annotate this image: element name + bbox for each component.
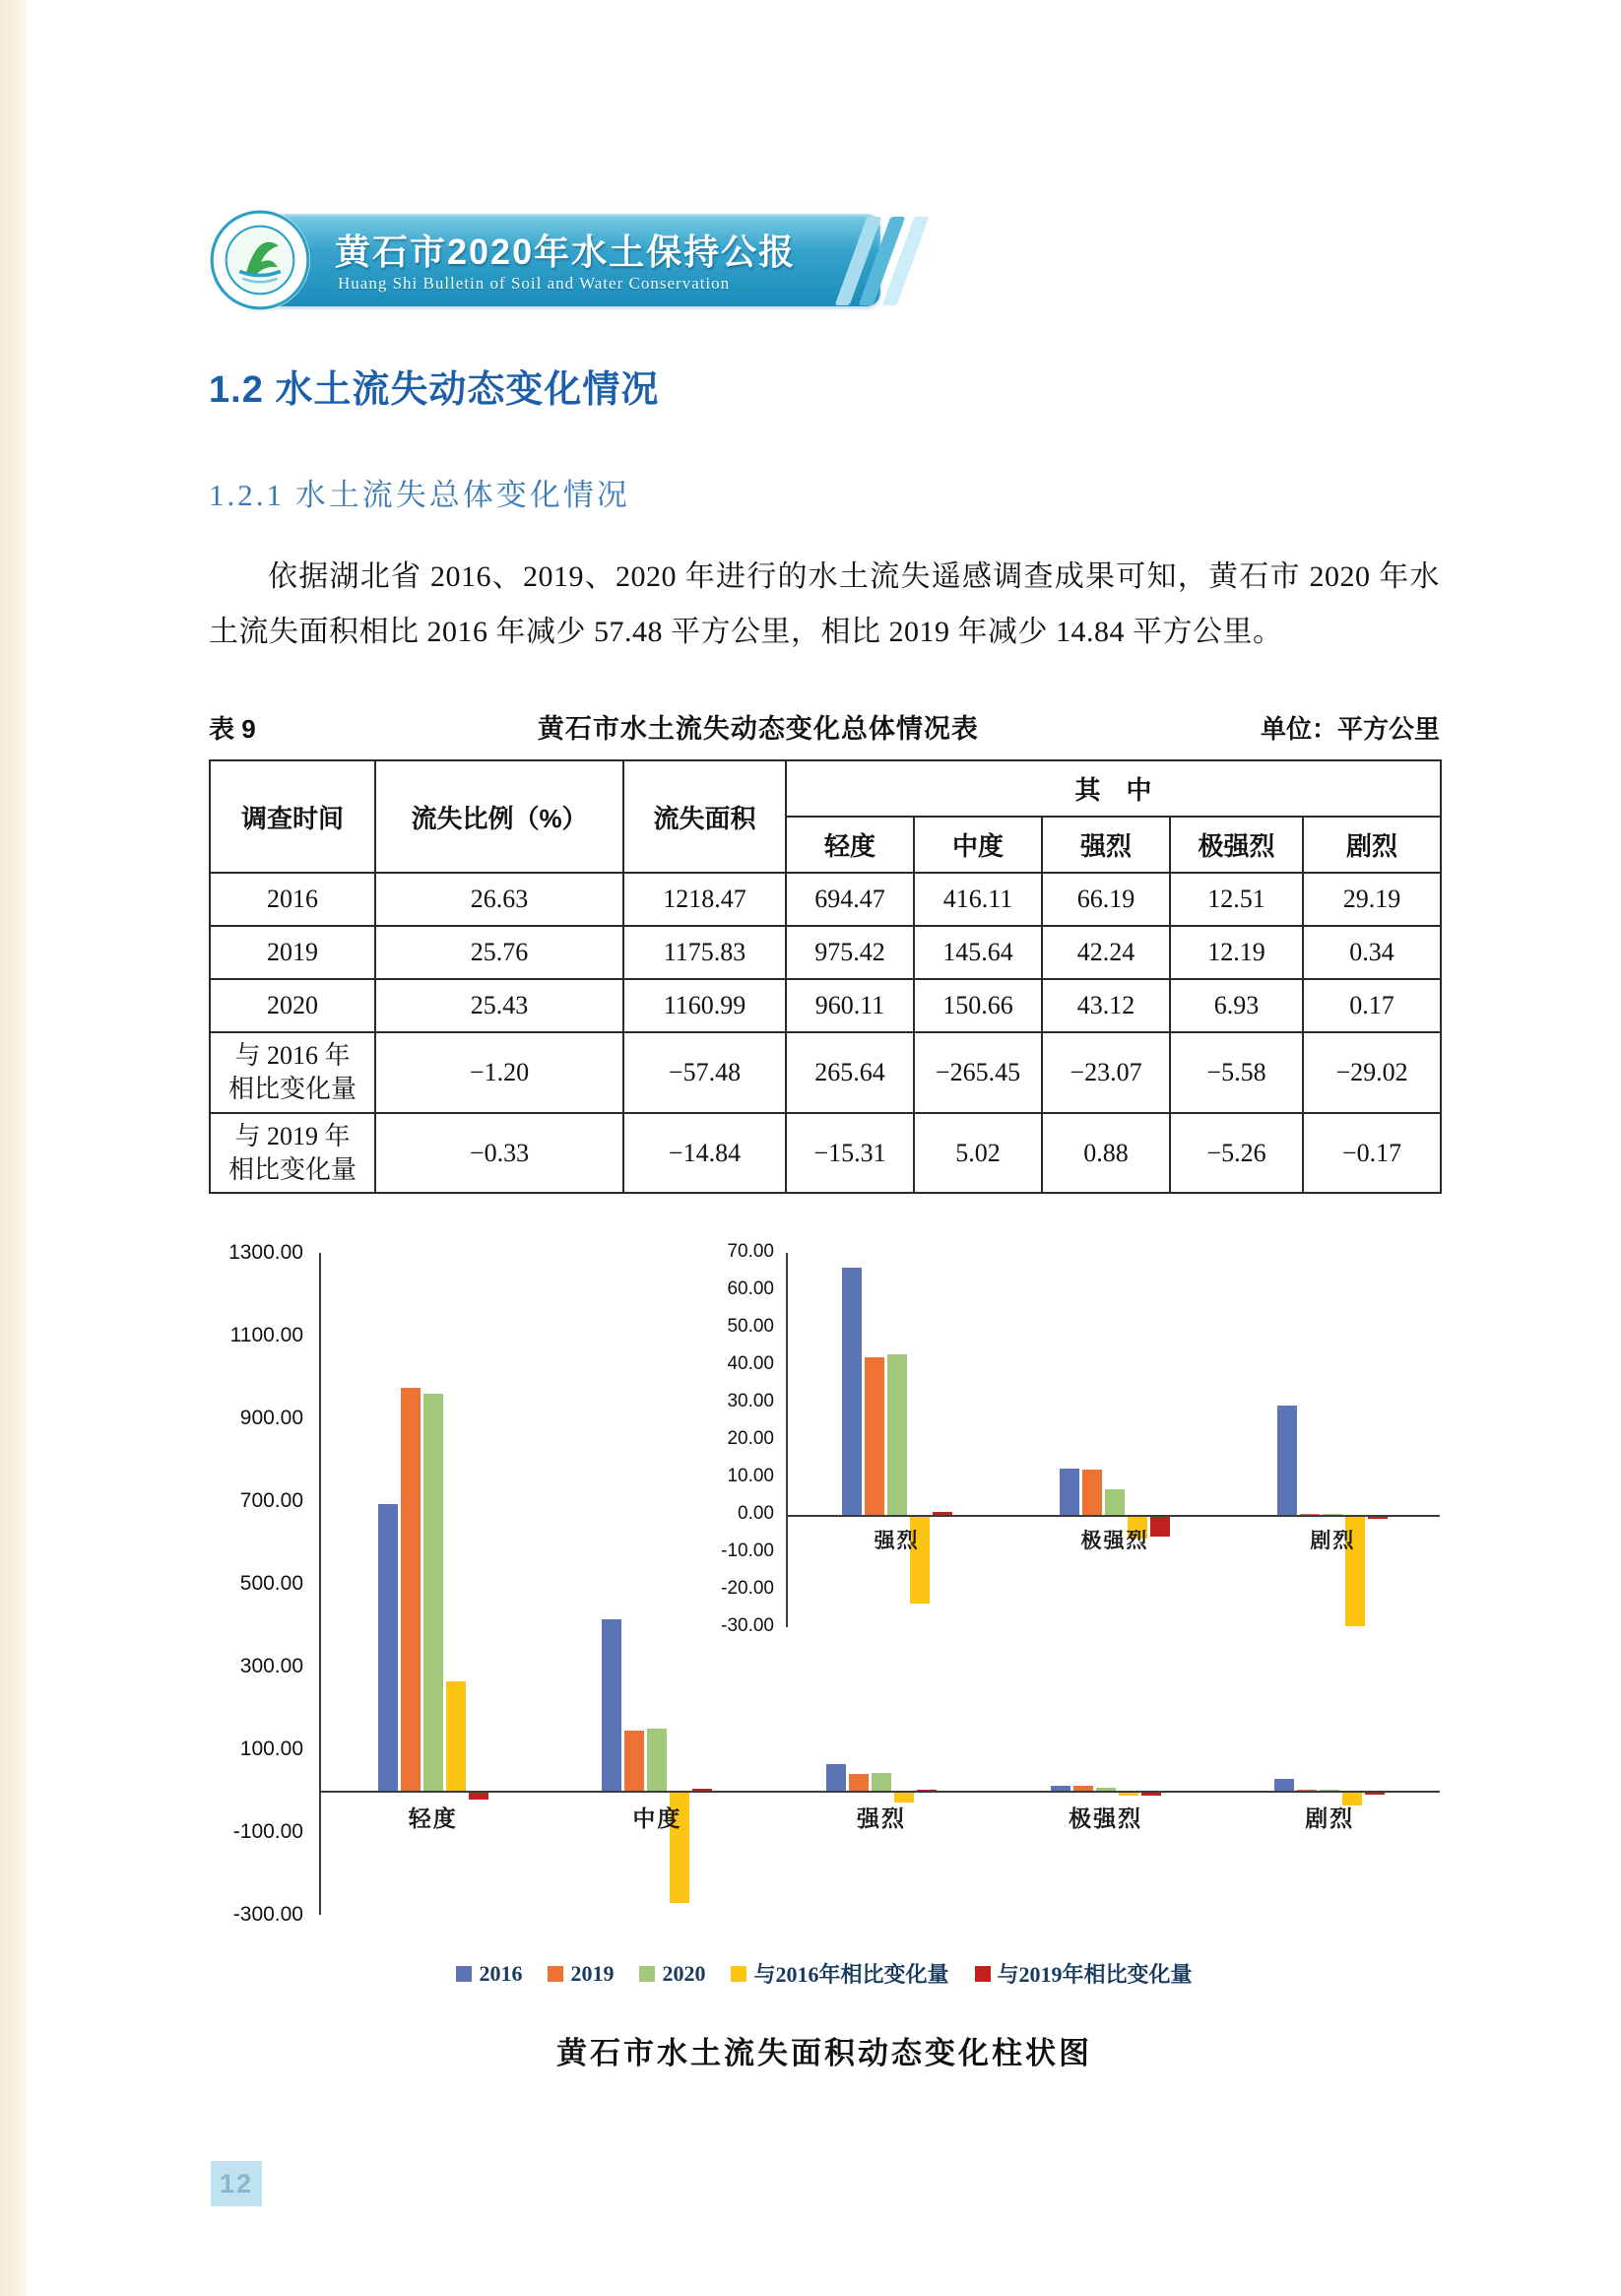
bar-2020-剧烈	[1320, 1790, 1339, 1792]
cell: −29.02	[1303, 1032, 1441, 1113]
cell: 66.19	[1042, 873, 1170, 926]
category-label: 中度	[632, 1806, 682, 1832]
col-header-area: 流失面积	[623, 760, 786, 873]
body-paragraph: 依据湖北省 2016、2019、2020 年进行的水土流失遥感调查成果可知，黄石市 2020 年水土流失面积相比 2016 年减少 57.48 平方公里，相比 2019 年减少 14.84 平方公里。	[209, 560, 1440, 649]
subsection-heading: 1.2.1 水土流失总体变化情况	[209, 478, 630, 512]
legend-item: 2016	[456, 1961, 522, 1987]
col-header-ratio: 流失比例（%）	[375, 760, 623, 873]
cell: −15.31	[786, 1113, 914, 1194]
bar-2019-轻度	[401, 1388, 421, 1792]
cell: −23.07	[1042, 1032, 1170, 1113]
bar-与2019年相比变化量-强烈	[917, 1790, 937, 1792]
table-row	[210, 926, 1441, 979]
legend-swatch-icon	[731, 1966, 746, 1982]
cell: −265.45	[914, 1032, 1042, 1113]
axis-tick: 1100.00	[229, 1324, 303, 1347]
cell: 0.88	[1042, 1113, 1170, 1194]
bar-2016-轻度	[378, 1504, 398, 1792]
axis-tick: 30.00	[727, 1391, 774, 1412]
legend-item: 与2019年相比变化量	[975, 1958, 1193, 1989]
cell: 29.19	[1303, 873, 1441, 926]
bar-2016-极强烈	[1051, 1786, 1070, 1791]
legend-item: 2019	[548, 1961, 614, 1987]
bar-与2019年相比变化量-剧烈	[1365, 1793, 1385, 1795]
inset-chart-plot	[786, 1253, 1440, 1627]
bar-与2019年相比变化量-强烈	[933, 1512, 952, 1515]
bar-2019-极强烈	[1073, 1786, 1093, 1791]
cell: 26.63	[375, 873, 623, 926]
category-label: 剧烈	[1305, 1806, 1355, 1832]
zero-axis-line	[321, 1791, 1440, 1793]
cell: −14.84	[623, 1113, 786, 1194]
section-heading: 1.2 水土流失动态变化情况	[209, 369, 660, 411]
legend-item: 2020	[639, 1961, 705, 1987]
bar-2020-轻度	[423, 1394, 443, 1791]
cell: 12.19	[1170, 926, 1303, 979]
cell: 6.93	[1170, 979, 1303, 1032]
legend-swatch-icon	[456, 1966, 472, 1982]
axis-tick: -20.00	[721, 1578, 774, 1600]
table-row	[210, 1032, 1441, 1113]
soil-water-conservation-logo-icon	[209, 209, 311, 311]
bar-2019-中度	[624, 1731, 644, 1791]
cell: 145.64	[914, 926, 1042, 979]
cell: 0.17	[1303, 979, 1441, 1032]
bar-2016-剧烈	[1277, 1406, 1297, 1515]
axis-tick: 10.00	[727, 1466, 774, 1487]
axis-tick: 300.00	[239, 1655, 303, 1678]
cell: 12.51	[1170, 873, 1303, 926]
category-label: 强烈	[857, 1806, 906, 1832]
bar-2016-极强烈	[1060, 1469, 1079, 1516]
col-header-severe: 剧烈	[1303, 817, 1441, 873]
col-header-extreme: 极强烈	[1170, 817, 1303, 873]
category-label: 剧烈	[1310, 1529, 1356, 1553]
table-label: 表 9	[209, 714, 256, 745]
axis-tick: 60.00	[727, 1279, 774, 1300]
bar-2020-极强烈	[1105, 1489, 1125, 1515]
table-row	[210, 1113, 1441, 1194]
axis-tick: 50.00	[727, 1316, 774, 1338]
bar-2016-强烈	[842, 1268, 862, 1516]
bar-2019-强烈	[849, 1774, 869, 1792]
bar-2019-剧烈	[1300, 1514, 1320, 1516]
cell: 416.11	[914, 873, 1042, 926]
bar-2020-极强烈	[1096, 1788, 1116, 1791]
bar-2016-中度	[602, 1619, 621, 1792]
row-label: 与 2019 年相比变化量	[210, 1113, 375, 1194]
cell: 265.64	[786, 1032, 914, 1113]
bar-2019-强烈	[865, 1357, 884, 1516]
cell: 25.76	[375, 926, 623, 979]
chart-legend	[209, 1958, 1440, 1989]
bar-与2019年相比变化量-剧烈	[1368, 1517, 1388, 1519]
bar-2020-强烈	[887, 1354, 907, 1516]
row-label: 2016	[210, 873, 375, 926]
cell: −0.17	[1303, 1113, 1441, 1194]
axis-tick: 20.00	[727, 1428, 774, 1450]
legend-swatch-icon	[975, 1966, 991, 1982]
figure-caption: 黄石市水土流失面积动态变化柱状图	[556, 2036, 1092, 2071]
bar-2016-剧烈	[1274, 1779, 1294, 1791]
cell: 960.11	[786, 979, 914, 1032]
axis-tick: 70.00	[727, 1241, 774, 1263]
page-edge-strip	[0, 0, 28, 2296]
bar-与2016年相比变化量-极强烈	[1119, 1793, 1138, 1795]
bar-2016-强烈	[826, 1764, 846, 1792]
table-row	[210, 979, 1441, 1032]
dynamics-table	[209, 759, 1442, 1194]
cell: −0.33	[375, 1113, 623, 1194]
bar-2020-剧烈	[1323, 1514, 1342, 1516]
bar-2019-剧烈	[1297, 1790, 1317, 1792]
cell: 1175.83	[623, 926, 786, 979]
bar-2020-中度	[647, 1729, 667, 1791]
cell: −5.58	[1170, 1032, 1303, 1113]
table-row	[210, 873, 1441, 926]
cell: 0.34	[1303, 926, 1441, 979]
legend-swatch-icon	[548, 1966, 563, 1982]
banner-title: 黄石市2020年水土保持公报	[335, 231, 797, 272]
inset-chart-y-axis	[721, 1241, 782, 1637]
axis-tick: -10.00	[721, 1541, 774, 1562]
axis-tick: 100.00	[239, 1738, 303, 1761]
axis-tick: -100.00	[232, 1820, 303, 1844]
category-label: 极强烈	[1069, 1806, 1143, 1832]
legend-swatch-icon	[639, 1966, 655, 1982]
col-header-time: 调查时间	[210, 760, 375, 873]
category-label: 极强烈	[1080, 1529, 1149, 1553]
cell: −1.20	[375, 1032, 623, 1113]
bar-2020-强烈	[872, 1773, 891, 1791]
axis-tick: -30.00	[721, 1615, 774, 1637]
cell: 694.47	[786, 873, 914, 926]
col-header-moderate: 中度	[914, 817, 1042, 873]
bar-2019-极强烈	[1082, 1470, 1102, 1515]
table-unit: 单位：平方公里	[1260, 714, 1440, 745]
axis-tick: 40.00	[727, 1353, 774, 1375]
dynamics-bar-chart	[209, 1241, 1440, 1942]
cell: 150.66	[914, 979, 1042, 1032]
cell: −57.48	[623, 1032, 786, 1113]
axis-tick: 900.00	[239, 1407, 303, 1430]
cell: 5.02	[914, 1113, 1042, 1194]
legend-item: 与2016年相比变化量	[731, 1958, 948, 1989]
cell: 975.42	[786, 926, 914, 979]
bar-与2019年相比变化量-极强烈	[1141, 1793, 1161, 1795]
zero-axis-line	[788, 1515, 1440, 1517]
bar-与2019年相比变化量-轻度	[469, 1793, 488, 1799]
cell: 42.24	[1042, 926, 1170, 979]
axis-tick: 700.00	[239, 1489, 303, 1513]
category-label: 强烈	[874, 1529, 920, 1553]
banner-subtitle: Huang Shi Bulletin of Soil and Water Conservation	[338, 274, 731, 293]
table-header-row	[210, 760, 1441, 817]
page-number: 12	[211, 2161, 262, 2206]
cell: −5.26	[1170, 1113, 1303, 1194]
cell: 25.43	[375, 979, 623, 1032]
inset-chart	[721, 1241, 1440, 1649]
col-header-light: 轻度	[786, 817, 914, 873]
row-label: 2019	[210, 926, 375, 979]
axis-tick: -300.00	[232, 1903, 303, 1927]
cell: 1160.99	[623, 979, 786, 1032]
col-header-intense: 强烈	[1042, 817, 1170, 873]
row-label: 2020	[210, 979, 375, 1032]
table-caption-row	[209, 707, 1440, 746]
table-title: 黄石市水土流失动态变化总体情况表	[537, 714, 979, 745]
axis-tick: 1300.00	[228, 1241, 303, 1265]
bar-与2016年相比变化量-轻度	[446, 1681, 466, 1792]
cell: 1218.47	[623, 873, 786, 926]
axis-tick: 0.00	[738, 1503, 774, 1525]
axis-tick: 500.00	[239, 1572, 303, 1596]
cell: 43.12	[1042, 979, 1170, 1032]
row-label: 与 2016 年相比变化量	[210, 1032, 375, 1113]
category-label: 轻度	[408, 1806, 458, 1832]
bulletin-banner	[209, 209, 957, 311]
main-chart-y-axis	[209, 1241, 311, 1927]
col-header-group: 其 中	[786, 760, 1441, 817]
bar-与2019年相比变化量-中度	[692, 1789, 712, 1791]
